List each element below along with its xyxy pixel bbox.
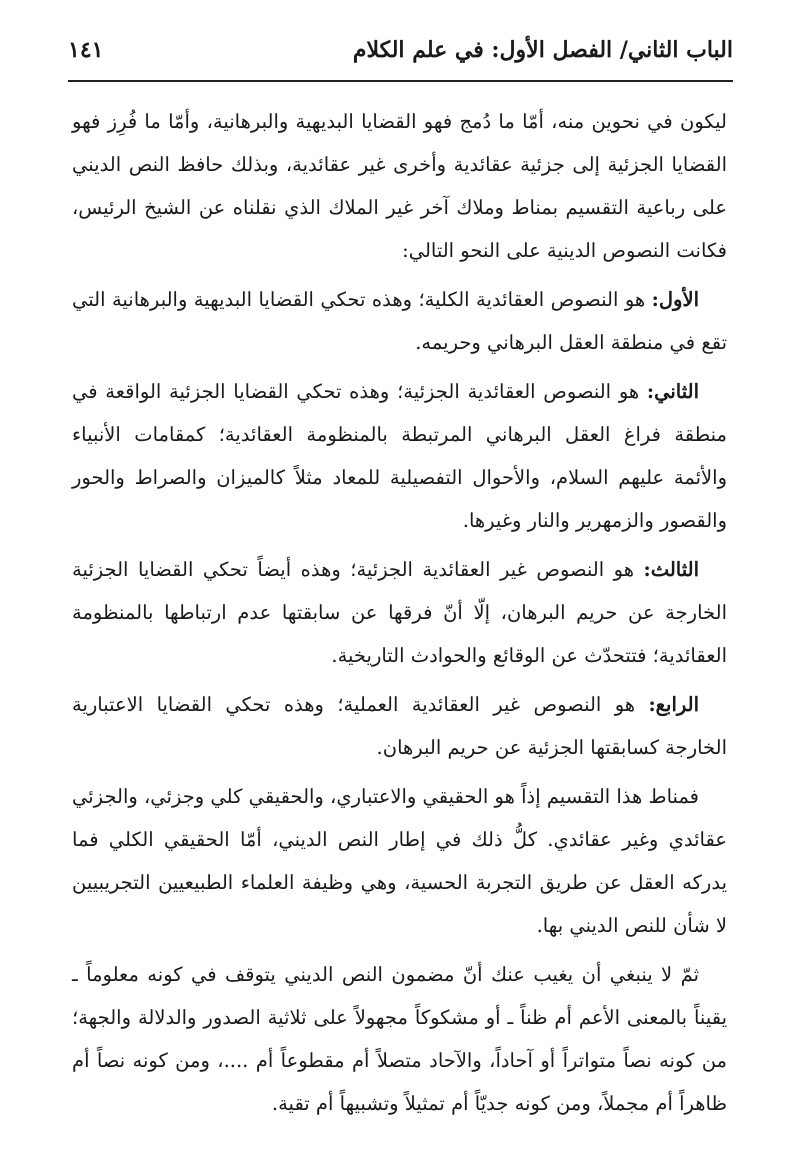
- paragraph-text: هو النصوص غير العقائدية الجزئية؛ وهذه أيضاً تحكي القضايا الجزئية الخارجة عن حريم البرهان، إلّا أنّ فرقها عن سابقتها عدم ارتباطها بالمنظومة العقائدية؛ فتتحدّث عن الوقائع والحوادث التاريخية.: [72, 558, 727, 667]
- category-label: الأول:: [651, 288, 699, 311]
- paragraph-conclusion: [72, 953, 727, 1125]
- body-text: [72, 100, 727, 1131]
- paragraph-text: هو النصوص العقائدية الجزئية؛ وهذه تحكي القضايا الجزئية الواقعة في منطقة فراغ العقل البرهاني المرتبطة بالمنظومة العقائدية؛ كمقامات الأنبياء والأئمة عليهم السلام، والأحوال التفصيلية للمعاد مثلاً كالميزان والصراط والحور والقصور والزمهرير والنار وغيرها.: [72, 380, 727, 532]
- page-header: [68, 30, 733, 70]
- running-title: الباب الثاني/ الفصل الأول: في علم الكلام: [352, 37, 733, 63]
- paragraph-text: هو النصوص غير العقائدية العملية؛ وهذه تحكي القضايا الاعتبارية الخارجة كسابقتها الجزئية عن حريم البرهان.: [72, 693, 727, 759]
- paragraph-criterion: [72, 775, 727, 947]
- header-divider: [68, 80, 733, 82]
- paragraph-second-category: [72, 370, 727, 542]
- page-number: ١٤١: [68, 37, 104, 63]
- paragraph-text: هو النصوص العقائدية الكلية؛ وهذه تحكي القضايا البديهية والبرهانية التي تقع في منطقة العقل البرهاني وحريمه.: [72, 288, 727, 354]
- paragraph-intro: [72, 100, 727, 272]
- paragraph-text: ثمّ لا ينبغي أن يغيب عنك أنّ مضمون النص الديني يتوقف في كونه معلوماً ـ يقيناً بالمعنى الأعم أم ظناً ـ أو مشكوكاً مجهولاً على ثلاثية الصدور والدلالة والجهة؛ من كونه نصاً متواتراً أو آحاداً، والآحاد متصلاً أم مقطوعاً أم ....، ومن كونه نصاً أم ظاهراً أم مجملاً، ومن كونه جديّاً أم تمثيلاً وتشبيهاً أم تقية.: [72, 963, 727, 1115]
- paragraph-fourth-category: [72, 683, 727, 769]
- paragraph-text: ليكون في نحوين منه، أمّا ما دُمج فهو القضايا البديهية والبرهانية، وأمّا ما فُرِز فهو القضايا الجزئية إلى جزئية عقائدية وأخرى غير عقائدية، وبذلك حافظ النص الديني على رباعية التقسيم بمناط وملاك آخر غير الملاك الذي نقلناه عن الشيخ الرئيس، فكانت النصوص الدينية على النحو التالي:: [72, 110, 727, 262]
- category-label: الثالث:: [643, 558, 699, 581]
- category-label: الرابع:: [648, 693, 699, 716]
- category-label: الثاني:: [646, 380, 699, 403]
- paragraph-first-category: [72, 278, 727, 364]
- paragraph-text: فمناط هذا التقسيم إذاً هو الحقيقي والاعتباري، والحقيقي كلي وجزئي، والجزئي عقائدي وغير عقائدي. كلُّ ذلك في إطار النص الديني، أمّا الحقيقي الكلي فما يدركه العقل عن طريق التجربة الحسية، وهي وظيفة العلماء الطبيعيين التجريبيين لا شأن للنص الديني بها.: [72, 785, 727, 937]
- paragraph-third-category: [72, 548, 727, 677]
